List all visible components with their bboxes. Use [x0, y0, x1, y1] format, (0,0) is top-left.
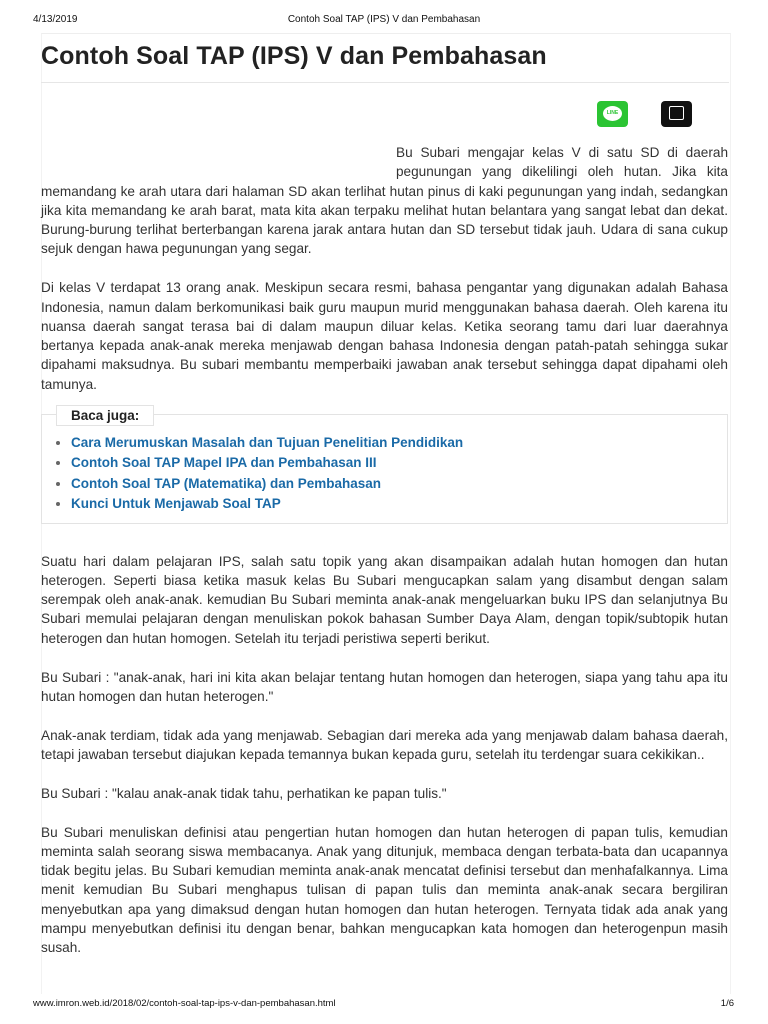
- paragraph: Bu Subari : "anak-anak, hari ini kita akan belajar tentang hutan homogen dan heterogen, siapa yang tahu apa itu hutan homogen dan hutan heterogen.": [41, 669, 728, 704]
- list-item: [71, 474, 727, 495]
- print-title: Contoh Soal TAP (IPS) V dan Pembahasan: [287, 14, 481, 25]
- paragraph: Bu Subari : "kalau anak-anak tidak tahu, perhatikan ke papan tulis.": [41, 785, 447, 801]
- related-link[interactable]: Contoh Soal TAP Mapel IPA dan Pembahasan III: [71, 455, 377, 471]
- list-item: [71, 453, 727, 474]
- page-number: 1/6: [720, 998, 734, 1009]
- list-item: [71, 494, 727, 515]
- related-link[interactable]: Kunci Untuk Menjawab Soal TAP: [71, 496, 281, 512]
- bbm-share-icon[interactable]: [661, 101, 692, 127]
- baca-juga-box: [41, 407, 728, 524]
- paragraph: Bu Subari menuliskan definisi atau pengertian hutan homogen dan hutan heterogen di papan tulis, kemudian meminta salah seorang siswa membacanya. Anak yang ditunjuk, membaca dengan terbata-bata dan ucapannya tidak begitu jelas. Bu Subari kemudian meminta anak-anak mencatat definisi tersebut dan menhafalkannya. Lima menit kemudian Bu Subari menghapus tulisan di papan tulis dan meminta anak-anak secara bergiliran menyebutkan apa yang dimaksud dengan hutan homogen dan hutan heterogen. Ternyata tidak ada anak yang mampu menyebutkan definisi itu dengan benar, bahkan mengucapkan kata homogen dan heterogenpun masih susah.: [41, 824, 728, 956]
- float-spacer: [41, 143, 396, 181]
- print-url: www.imron.web.id/2018/02/contoh-soal-tap-ips-v-dan-pembahasan.html: [33, 998, 336, 1009]
- line-icon-label: LINE: [603, 106, 622, 121]
- related-link[interactable]: Contoh Soal TAP (Matematika) dan Pembahasan: [71, 475, 382, 491]
- paragraph: Bu Subari mengajar kelas V di satu SD di daerah pegunungan yang dikelilingi oleh hutan. Jika kita memandang ke arah utara dari halaman SD akan terlihat hutan pinus di kaki pegunungan yang indah, sedangkan jika kita memandang ke arah barat, mata kita akan terpaku melihat hutan belantara yang sangat lebat dan dekat. Burung-burung terlihat berterbangan karena jarak antara hutan dan SD tersebut tidak jauh. Udara di sana cukup sejuk dengan hawa pegunungan yang segar.: [41, 145, 728, 257]
- article-body: [41, 143, 728, 977]
- paragraph: Suatu hari dalam pelajaran IPS, salah satu topik yang akan disampaikan adalah hutan homogen dan hutan heterogen. Seperti biasa ketika masuk kelas Bu Subari mengucapkan salam yang disambut dengan salam serempak oleh anak-anak. kemudian Bu Subari meminta anak-anak mengeluarkan buku IPS dan selanjutnya Bu Subari memulai pelajaran dengan menuliskan pokok bahasan Sumber Daya Alam, dengan topik/subtopik hutan heterogen dan hutan homogen. Setelah itu terjadi peristiwa seperti berikut.: [41, 553, 728, 646]
- line-share-icon[interactable]: [597, 101, 628, 127]
- article-title: Contoh Soal TAP (IPS) V dan Pembahasan: [41, 42, 547, 70]
- print-date: 4/13/2019: [33, 14, 78, 25]
- divider: [41, 82, 729, 83]
- paragraph: Anak-anak terdiam, tidak ada yang menjawab. Sebagian dari mereka ada yang menjawab dalam bahasa daerah, tetapi jawaban tersebut diajukan kepada temannya bukan kepada guru, setelah itu terdengar suara cekikikan..: [41, 727, 728, 762]
- related-links: [42, 433, 727, 515]
- list-item: [71, 433, 727, 454]
- paragraph: Di kelas V terdapat 13 orang anak. Meskipun secara resmi, bahasa pengantar yang digunakan adalah Bahasa Indonesia, namun dalam berkomunikasi baik guru maupun murid menggunakan bahasa daerah. Oleh karena itu nuansa daerah sangat terasa bai di dalam maupun diluar kelas. Ketika seorang tamu dari luar daerahnya bertanya kepada anak-anak mereka menjawab dengan bahasa Indonesia dengan patah-patah sehingga sukar dipahami maksudnya. Bu subari membantu memperbaiki jawaban anak tersebut sehingga dapat dipahami oleh tamunya.: [41, 280, 728, 392]
- baca-juga-label: Baca juga:: [56, 405, 154, 426]
- bbm-icon: [669, 106, 684, 120]
- related-link[interactable]: Cara Merumuskan Masalah dan Tujuan Penelitian Pendidikan: [71, 434, 464, 450]
